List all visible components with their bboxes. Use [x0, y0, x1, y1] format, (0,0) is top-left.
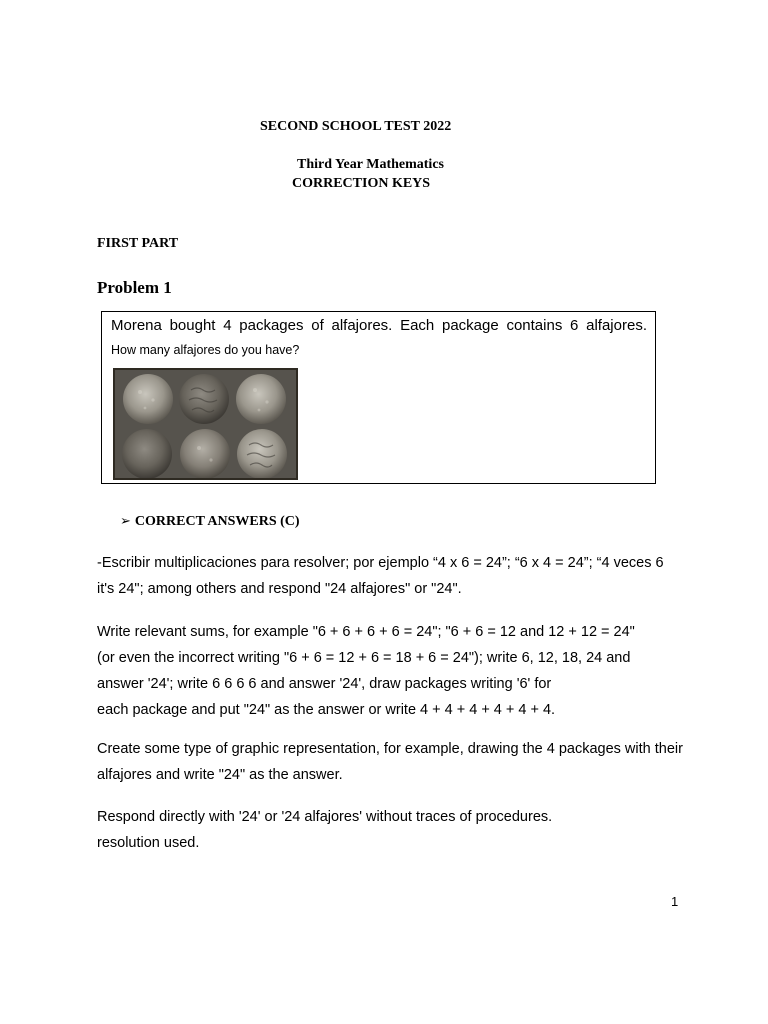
document-subtitle-keys: CORRECTION KEYS — [292, 176, 431, 191]
page-number: 1 — [671, 894, 679, 909]
problem-statement-text: Morena bought 4 packages of alfajores. Each package contains 6 alfajores. — [111, 317, 647, 334]
answer-paragraph-1-line-1: -Escribir multiplicaciones para resolver; por ejemplo “4 x 6 = 24”; “6 x 4 = 24”; “4 veces 6 — [97, 555, 664, 571]
correct-answers-label: CORRECT ANSWERS (C) — [134, 514, 300, 529]
document-title: SECOND SCHOOL TEST 2022 — [260, 119, 452, 134]
answer-paragraph-2-line-1: Write relevant sums, for example "6 + 6 + 6 + 6 = 24"; "6 + 6 = 12 and 12 + 12 = 24" — [97, 624, 635, 640]
document-subtitle: Third Year Mathematics — [297, 157, 444, 172]
answer-paragraph-4-line-1: Respond directly with '24' or '24 alfajores' without traces of procedures. — [97, 809, 553, 825]
answer-paragraph-1-line-2: it's 24"; among others and respond "24 alfajores" or "24". — [97, 581, 462, 597]
answer-paragraph-2-line-3: answer '24'; write 6 6 6 6 and answer '24', draw packages writing '6' for — [97, 676, 552, 692]
answer-paragraph-2-line-4: each package and put "24" as the answer or write 4 + 4 + 4 + 4 + 4 + 4. — [97, 702, 556, 718]
alfajores-photo — [113, 368, 298, 480]
problem-statement-box — [101, 311, 656, 484]
correct-answers-heading — [120, 514, 300, 530]
answer-paragraph-4-line-2: resolution used. — [97, 835, 200, 851]
answer-paragraph-2-line-2: (or even the incorrect writing "6 + 6 = 12 + 6 = 18 + 6 = 24"); write 6, 12, 18, 24 and — [97, 650, 631, 666]
answer-paragraph-3-line-2: alfajores and write "24" as the answer. — [97, 767, 343, 783]
problem-heading: Problem 1 — [97, 278, 172, 297]
arrow-bullet-icon: ➢ — [120, 514, 131, 529]
answer-paragraph-3-line-1: Create some type of graphic representation, for example, drawing the 4 packages with their — [97, 741, 683, 757]
section-heading: FIRST PART — [97, 236, 179, 251]
problem-question-text: How many alfajores do you have? — [111, 343, 300, 357]
